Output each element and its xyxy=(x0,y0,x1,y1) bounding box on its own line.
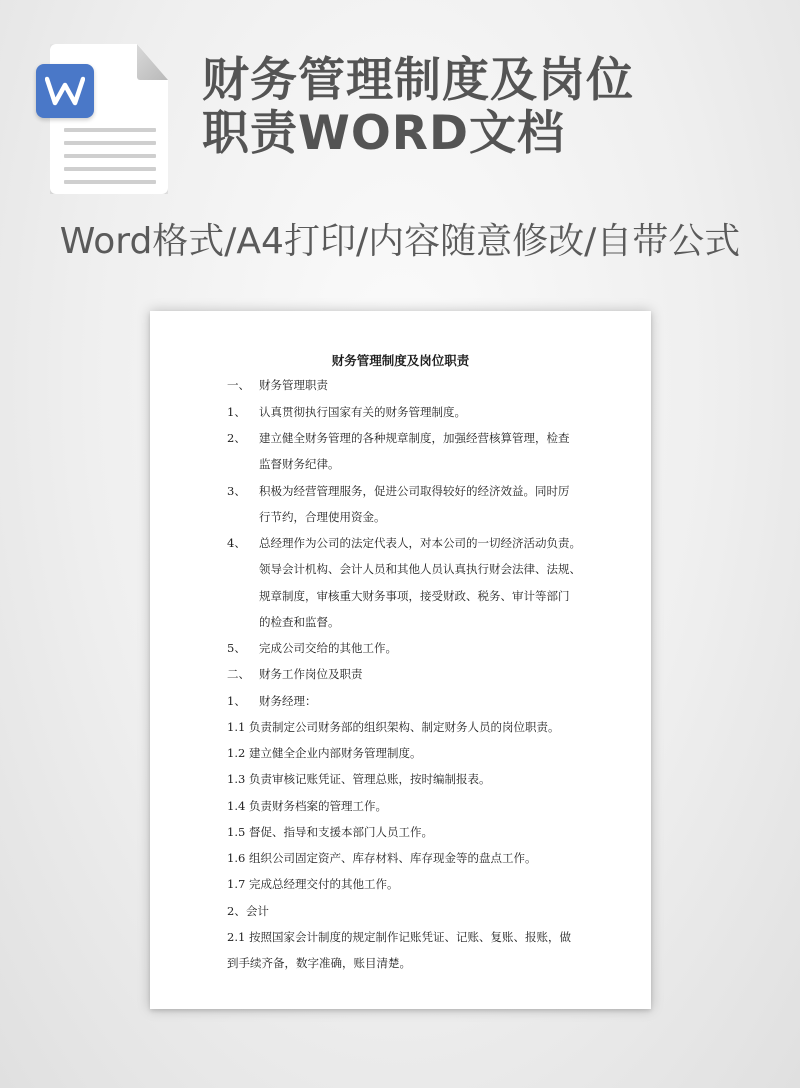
section-1-title: 财务管理职责 xyxy=(259,378,328,392)
item-3-marker: 3、 xyxy=(227,484,246,498)
item-1-marker: 1、 xyxy=(227,405,246,419)
duty-1-6: 1.6 组织公司固定资产、库存材料、库存现金等的盘点工作。 xyxy=(227,851,537,865)
word-badge-icon xyxy=(36,64,94,118)
duty-1-2: 1.2 建立健全企业内部财务管理制度。 xyxy=(227,746,422,760)
item-2-text-line-1: 建立健全财务管理的各种规章制度，加强经营核算管理，检查 xyxy=(259,431,570,445)
item-4-text-line-4: 的检查和监督。 xyxy=(259,615,340,629)
page-heading: 财务管理制度及岗位职责 xyxy=(331,353,470,368)
document-title-line-1: 财务管理制度及岗位 xyxy=(202,53,634,108)
duty-2-1-line-1: 2.1 按照国家会计制度的规定制作记账凭证、记账、复账、报账，做 xyxy=(227,930,571,944)
duty-1-3: 1.3 负责审核记账凭证、管理总账，按时编制报表。 xyxy=(227,772,491,786)
item-2-marker: 2、 xyxy=(227,431,246,445)
section-2-marker: 二、 xyxy=(227,667,250,681)
item-2-text-line-2: 监督财务纪律。 xyxy=(259,457,340,471)
section-1-marker: 一、 xyxy=(227,378,250,392)
document-title-line-2: 职责WORD文档 xyxy=(202,106,566,161)
format-subtitle: Word格式/A4打印/内容随意修改/自带公式 xyxy=(59,221,741,262)
role-1-marker: 1、 xyxy=(227,694,246,708)
duty-2-1-line-2: 到手续齐备，数字准确，账目清楚。 xyxy=(227,956,411,970)
role-2-title: 2、会计 xyxy=(227,904,269,918)
duty-1-1: 1.1 负责制定公司财务部的组织架构、制定财务人员的岗位职责。 xyxy=(227,720,560,734)
file-text-lines xyxy=(64,128,156,193)
item-5-text: 完成公司交给的其他工作。 xyxy=(259,641,397,655)
word-file-icon xyxy=(36,44,172,200)
item-4-marker: 4、 xyxy=(227,536,246,550)
item-3-text-line-2: 行节约，合理使用资金。 xyxy=(259,510,386,524)
item-1-text: 认真贯彻执行国家有关的财务管理制度。 xyxy=(259,405,466,419)
role-1-title: 财务经理： xyxy=(259,694,317,708)
duty-1-5: 1.5 督促、指导和支援本部门人员工作。 xyxy=(227,825,433,839)
item-3-text-line-1: 积极为经营管理服务，促进公司取得较好的经济效益。同时厉 xyxy=(259,484,570,498)
item-4-text-line-1: 总经理作为公司的法定代表人，对本公司的一切经济活动负责。 xyxy=(259,536,581,550)
item-4-text-line-3: 规章制度，审核重大财务事项，接受财政、税务、审计等部门 xyxy=(259,589,570,603)
duty-1-4: 1.4 负责财务档案的管理工作。 xyxy=(227,799,387,813)
item-4-text-line-2: 领导会计机构、会计人员和其他人员认真执行财会法律、法规、 xyxy=(259,562,581,576)
document-title xyxy=(202,54,762,160)
section-2-title: 财务工作岗位及职责 xyxy=(259,667,363,681)
item-5-marker: 5、 xyxy=(227,641,246,655)
document-page-preview xyxy=(150,311,651,1009)
duty-1-7: 1.7 完成总经理交付的其他工作。 xyxy=(227,877,399,891)
